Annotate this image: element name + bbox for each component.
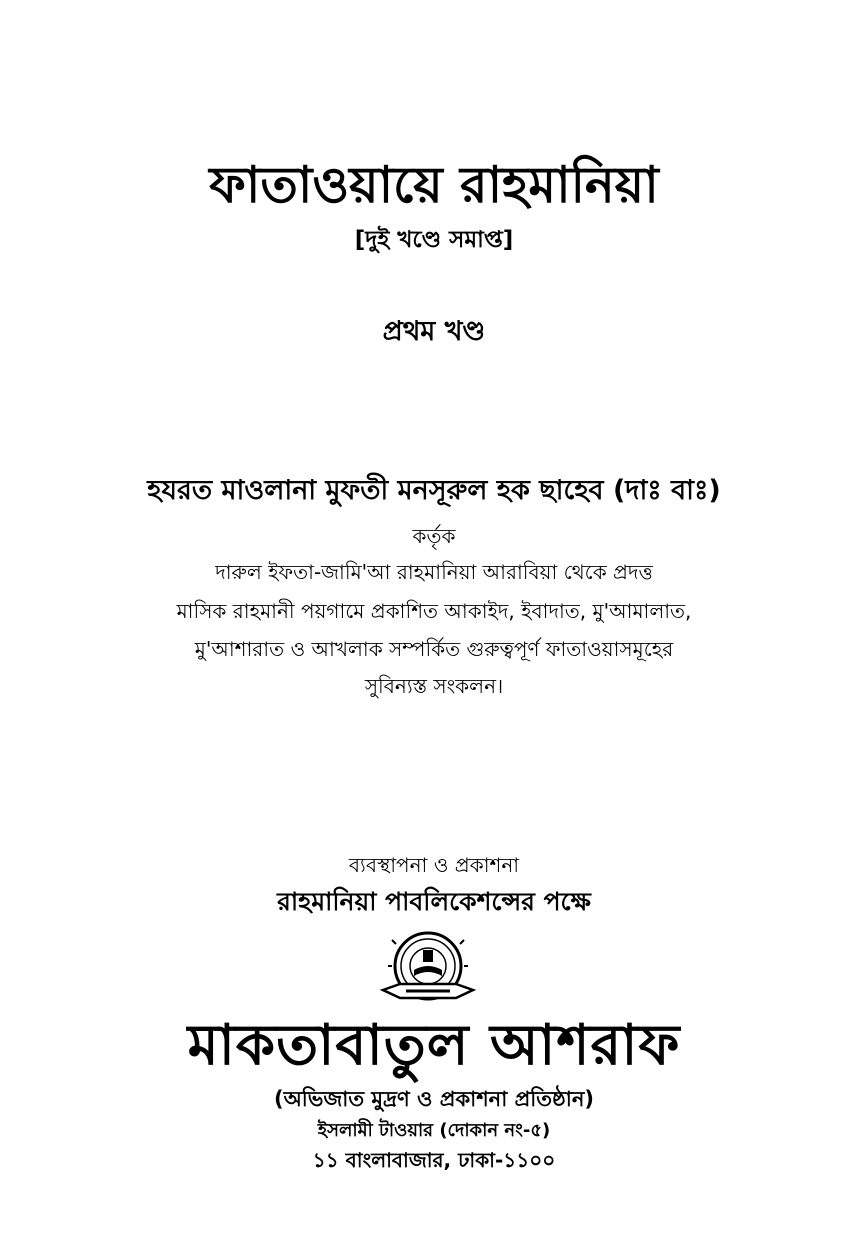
author-name: হযরত মাওলানা মুফতী মনসূরুল হক ছাহেব (দাঃ বাঃ)	[147, 475, 721, 506]
description-line-2: মাসিক রাহমানী পয়গামে প্রকাশিত আকাইদ, ইবাদাত, মু'আমালাত,	[176, 599, 692, 623]
publisher-address-line-1: ইসলামী টাওয়ার (দোকান নং-৫)	[317, 1120, 551, 1141]
description-line-4: সুবিন্যস্ত সংকলন।	[364, 674, 504, 698]
publisher-address-line-2: ১১ বাংলাবাজার, ঢাকা-১১০০	[312, 1148, 556, 1172]
book-subtitle: [দুই খণ্ডে সমাপ্ত]	[354, 227, 514, 253]
on-behalf-label: রাহমানিয়া পাবলিকেশন্সের পক্ষে	[277, 887, 591, 916]
description-line-1: দারুল ইফতা-জামি'আ রাহমানিয়া আরাবিয়া থেকে প্রদত্ত	[215, 560, 653, 584]
publisher-seal-icon	[378, 928, 478, 1012]
management-label: ব্যবস্থাপনা ও প্রকাশনা	[348, 853, 520, 877]
author-by-label: কর্তৃক	[412, 524, 456, 548]
volume-label: প্রথম খণ্ড	[382, 316, 486, 347]
publisher-description: (অভিজাত মুদ্রণ ও প্রকাশনা প্রতিষ্ঠান)	[274, 1087, 594, 1111]
publisher-name: মাকতাবাতুল আশরাফ	[187, 1013, 681, 1078]
book-title: ফাতাওয়ায়ে রাহমানিয়া	[209, 156, 659, 214]
description-line-3: মু'আশারাত ও আখলাক সম্পর্কিত গুরুত্বপূর্ণ ফাতাওয়াসমূহের	[194, 637, 674, 661]
